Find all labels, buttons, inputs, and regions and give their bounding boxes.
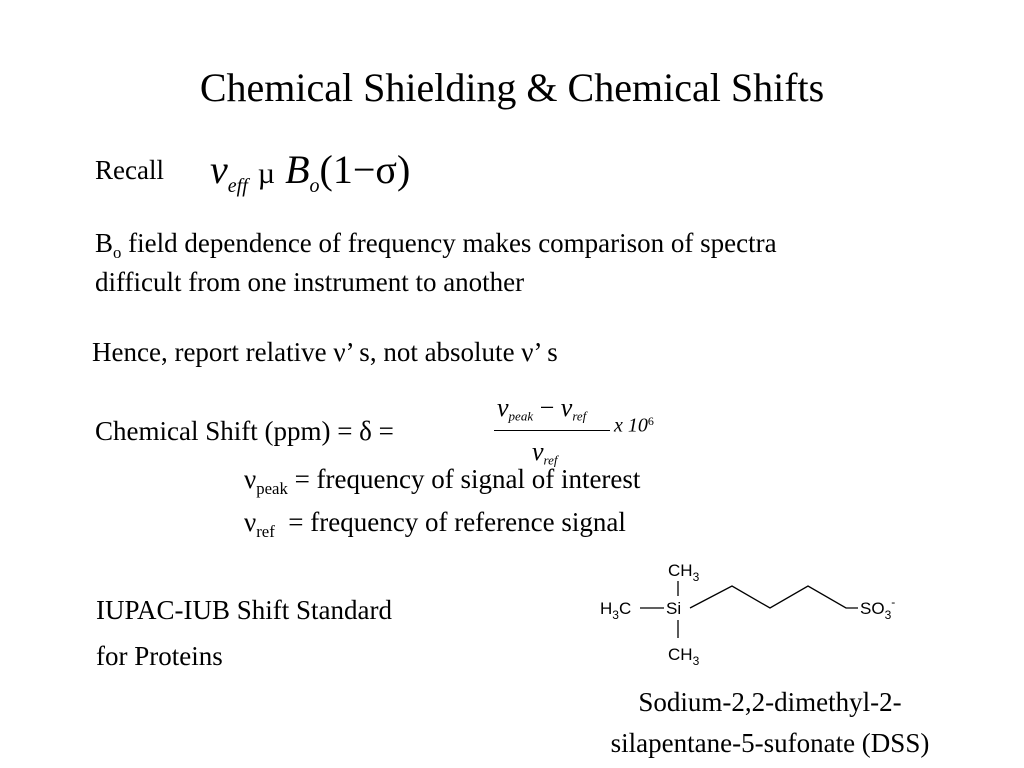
b-subscript: o	[309, 175, 320, 197]
silicon-atom-label: Si	[666, 599, 682, 618]
bo-field-text: field dependence of frequency makes comparison of spectra	[121, 228, 777, 258]
dss-structure	[590, 552, 930, 674]
nu-peak-subscript: peak	[508, 408, 534, 424]
propyl-chain-bonds	[690, 586, 858, 608]
definition-peak-text: = frequency of signal of interest	[287, 464, 641, 494]
definition-ref-subscript: ref	[256, 521, 275, 541]
top-methyl-label: $CH_3$	[668, 561, 700, 584]
bo-field-line-2: difficult from one instrument to another	[95, 267, 525, 297]
b-symbol: B	[285, 147, 310, 192]
fraction-numerator	[497, 393, 586, 425]
nu-ref-denominator-subscript: ref	[543, 452, 558, 468]
iupac-line-2: for Proteins	[96, 641, 223, 671]
nu-peak-symbol: ν	[497, 393, 509, 422]
definition-peak	[244, 463, 640, 500]
bo-subscript: o	[113, 242, 122, 262]
sulfonate-label: $SO_3^-$	[860, 595, 896, 622]
ppm-multiplier	[614, 414, 654, 438]
definition-ref-text: = frequency of reference signal	[274, 507, 626, 537]
bottom-methyl-label: $CH_3$	[668, 645, 700, 668]
minus-sign: −	[533, 393, 561, 422]
nu-symbol: ν	[210, 147, 228, 192]
definition-ref	[244, 506, 626, 543]
proportional-symbol: µ	[257, 157, 276, 190]
dss-caption-line-1: Sodium-2,2-dimethyl-2-	[638, 687, 902, 717]
multiplier-exponent: 6	[647, 414, 654, 428]
left-methyl-label: $H_3C$	[600, 599, 632, 622]
shielding-expression: (1−σ)	[319, 147, 411, 192]
fraction-bar	[494, 430, 610, 431]
multiplier-text: x 10	[614, 414, 648, 437]
recall-equation	[210, 146, 410, 198]
nu-ref-subscript: ref	[572, 408, 587, 424]
dss-caption-line-2: silapentane-5-sufonate (DSS)	[610, 728, 930, 758]
iupac-line-1: IUPAC-IUB Shift Standard	[96, 595, 393, 625]
definition-peak-symbol: ν	[244, 464, 257, 494]
definition-peak-subscript: peak	[256, 478, 288, 498]
hence-statement: Hence, report relative ν’ s, not absolute ν’ s	[92, 337, 558, 367]
definition-ref-symbol: ν	[244, 507, 257, 537]
nu-ref-symbol: ν	[560, 393, 573, 422]
bo-field-line-1	[95, 227, 777, 264]
slide-title: Chemical Shielding & Chemical Shifts	[199, 65, 825, 110]
chemical-shift-label: Chemical Shift (ppm) = δ =	[95, 416, 394, 446]
nu-ref-denominator-symbol: ν	[532, 437, 544, 466]
nu-subscript: eff	[227, 175, 248, 197]
recall-label: Recall	[95, 155, 164, 185]
bo-symbol: B	[95, 228, 114, 258]
